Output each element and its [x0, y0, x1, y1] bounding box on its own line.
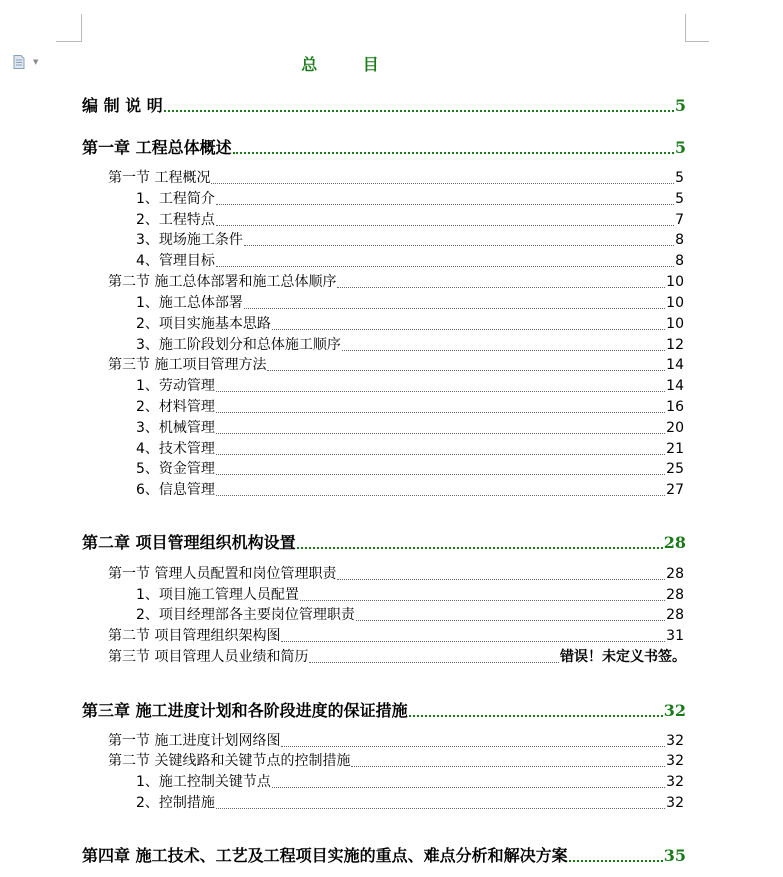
page-corner-mark — [685, 14, 686, 42]
dot-leader — [281, 640, 665, 642]
dot-leader — [281, 745, 665, 747]
toc-sub-entry[interactable]: 2、控制措施 32 — [136, 795, 684, 811]
page-corner-mark — [56, 41, 82, 42]
toc-section-entry[interactable]: 第一节 工程概况 5 — [108, 170, 684, 186]
toc-chapter-entry[interactable]: 第一章 工程总体概述 5 — [82, 138, 686, 157]
dot-leader — [216, 265, 674, 267]
toc-sub-entry[interactable]: 6、信息管理 27 — [136, 482, 684, 498]
chevron-down-icon[interactable]: ▼ — [33, 58, 39, 66]
dot-leader — [233, 151, 674, 154]
toc-sub-entry[interactable]: 2、材料管理 16 — [136, 399, 684, 415]
dot-leader — [356, 619, 665, 621]
dot-leader — [216, 807, 665, 809]
toc-sub-entry[interactable]: 2、项目经理部各主要岗位管理职责 28 — [136, 607, 684, 623]
toc-section-entry[interactable]: 第三节 项目管理人员业绩和简历 错误！未定义书签。 — [108, 646, 686, 666]
dot-leader — [272, 786, 665, 788]
dot-leader — [351, 765, 665, 767]
dot-leader — [216, 390, 665, 392]
toc-sub-entry[interactable]: 4、管理目标 8 — [136, 253, 684, 269]
dot-leader — [216, 432, 665, 434]
dot-leader — [244, 244, 674, 246]
dot-leader — [300, 599, 665, 601]
toc-sub-entry[interactable]: 3、机械管理 20 — [136, 420, 684, 436]
dot-leader — [267, 369, 665, 371]
toc-section-entry[interactable]: 第二节 施工总体部署和施工总体顺序 10 — [108, 274, 684, 290]
toc-sub-entry[interactable]: 1、施工总体部署 10 — [136, 295, 684, 311]
dot-leader — [216, 494, 665, 496]
toc-sub-entry[interactable]: 1、施工控制关键节点 32 — [136, 774, 684, 790]
toc-chapter-entry[interactable]: 第三章 施工进度计划和各阶段进度的保证措施 32 — [82, 701, 686, 720]
toc-title: 总 目 — [301, 55, 399, 74]
toc-section-entry[interactable]: 第二节 项目管理组织架构图 31 — [108, 628, 684, 644]
page-corner-mark — [685, 41, 709, 42]
toc-sub-entry[interactable]: 1、工程简介 5 — [136, 191, 684, 207]
dot-leader — [297, 546, 663, 549]
toc-sub-entry[interactable]: 2、项目实施基本思路 10 — [136, 316, 684, 332]
toc-chapter-entry[interactable]: 编 制 说 明 5 — [82, 96, 686, 115]
toc-sub-entry[interactable]: 3、施工阶段划分和总体施工顺序 12 — [136, 337, 684, 353]
dot-leader — [216, 453, 665, 455]
dot-leader — [309, 661, 559, 663]
dot-leader — [216, 203, 674, 205]
toc-sub-entry[interactable]: 5、资金管理 25 — [136, 461, 684, 477]
dot-leader — [272, 328, 665, 330]
dot-leader — [342, 349, 665, 351]
dot-leader — [216, 411, 665, 413]
toc-sub-entry[interactable]: 1、劳动管理 14 — [136, 378, 684, 394]
dot-leader — [337, 286, 665, 288]
dot-leader — [409, 714, 663, 717]
toc-section-entry[interactable]: 第一节 施工进度计划网络图 32 — [108, 733, 684, 749]
toc-sub-entry[interactable]: 2、工程特点 7 — [136, 212, 684, 228]
toc-section-entry[interactable]: 第三节 施工项目管理方法 14 — [108, 357, 684, 373]
dot-leader — [337, 578, 665, 580]
toc-sub-entry[interactable]: 3、现场施工条件 8 — [136, 232, 684, 248]
page-corner-mark — [81, 14, 82, 42]
dot-leader — [216, 473, 665, 475]
toc-section-entry[interactable]: 第一节 管理人员配置和岗位管理职责 28 — [108, 566, 684, 582]
toc-chapter-entry[interactable]: 第二章 项目管理组织机构设置 28 — [82, 533, 686, 552]
dot-leader — [569, 859, 663, 862]
bookmark-error-text: 错误！未定义书签。 — [560, 649, 686, 665]
toc-chapter-entry[interactable]: 第四章 施工技术、工艺及工程项目实施的重点、难点分析和解决方案 35 — [82, 846, 686, 865]
dot-leader — [164, 109, 674, 112]
dot-leader — [211, 182, 674, 184]
toc-section-entry[interactable]: 第二节 关键线路和关键节点的控制措施 32 — [108, 753, 684, 769]
dot-leader — [244, 307, 665, 309]
toc-sub-entry[interactable]: 4、技术管理 21 — [136, 441, 684, 457]
dot-leader — [216, 224, 674, 226]
toc-sub-entry[interactable]: 1、项目施工管理人员配置 28 — [136, 587, 684, 603]
